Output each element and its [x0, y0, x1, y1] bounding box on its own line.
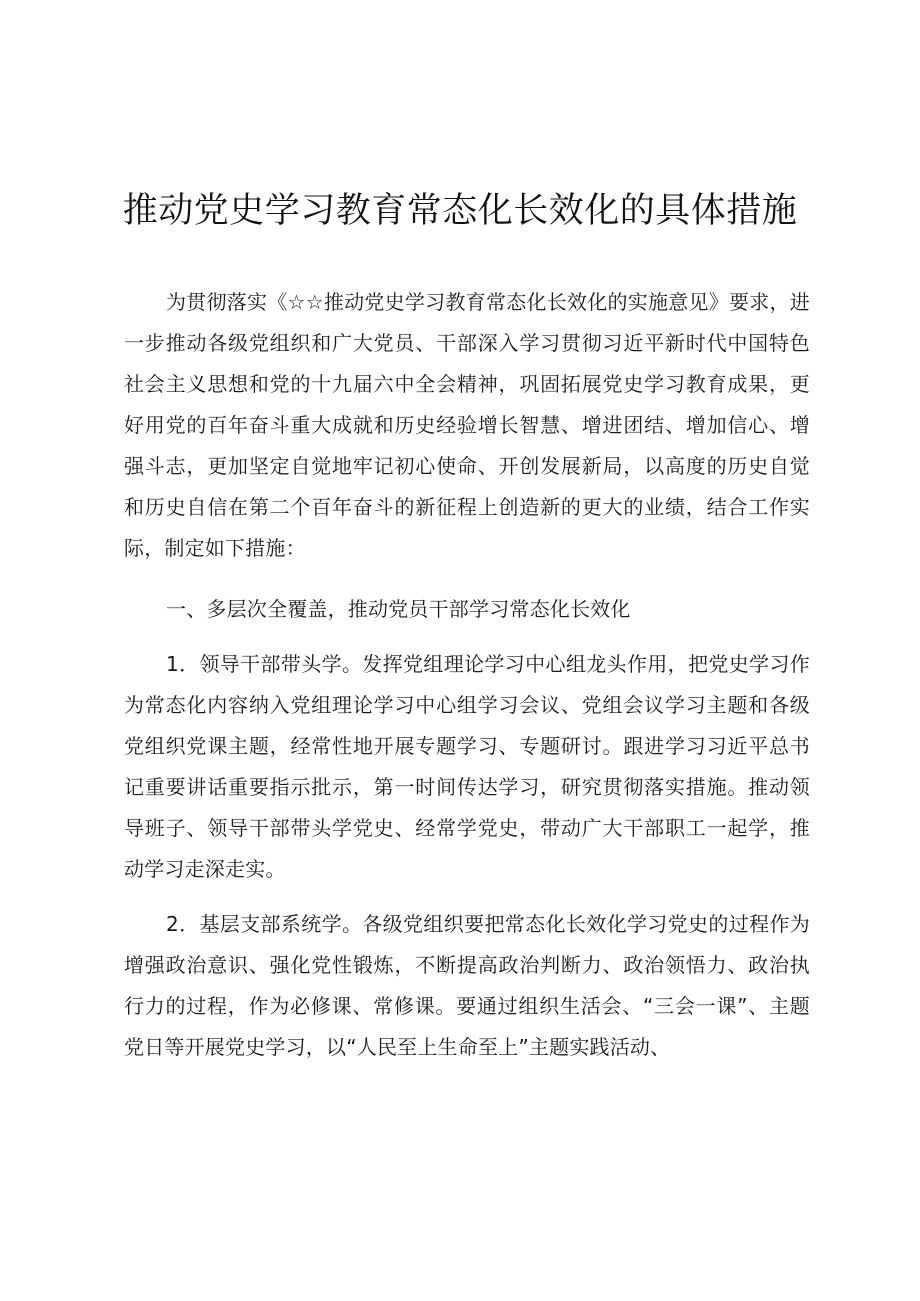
list-item-2: 2．基层支部系统学。各级党组织要把常态化长效化学习党史的过程作为增强政治意识、强化党性锻炼，不断提高政治判断力、政治领悟力、政治执行力的过程，作为必修课、常修课。要通过组织生活会、“三会一课”、主题党日等开展党史学习，以“人民至上生命至上”主题实践活动、 — [124, 912, 810, 1059]
document-body — [124, 282, 810, 1082]
intro-paragraph: 为贯彻落实《☆☆推动党史学习教育常态化长效化的实施意见》要求，进一步推动各级党组织和广大党员、干部深入学习贯彻习近平新时代中国特色社会主义思想和党的十九届六中全会精神，巩固拓展党史学习教育成果，更好用党的百年奋斗重大成就和历史经验增长智慧、增进团结、增加信心、增强斗志，更加坚定自觉地牢记初心使命、开创发展新局，以高度的历史自觉和历史自信在第二个百年奋斗的新征程上创造新的更大的业绩，结合工作实际，制定如下措施： — [124, 290, 810, 560]
section-heading-1: 一、多层次全覆盖，推动党员干部学习常态化长效化 — [166, 597, 631, 621]
list-item-1: 1．领导干部带头学。发挥党组理论学习中心组龙头作用，把党史学习作为常态化内容纳入党组理论学习中心组学习会议、党组会议学习主题和各级党组织党课主题，经常性地开展专题学习、专题研讨。跟进学习习近平总书记重要讲话重要指示批示，第一时间传达学习，研究贯彻落实措施。推动领导班子、领导干部带头学党史、经常学党史，带动广大干部职工一起学，推动学习走深走实。 — [124, 652, 810, 881]
document-title: 推动党史学习教育常态化长效化的具体措施 — [122, 191, 798, 231]
